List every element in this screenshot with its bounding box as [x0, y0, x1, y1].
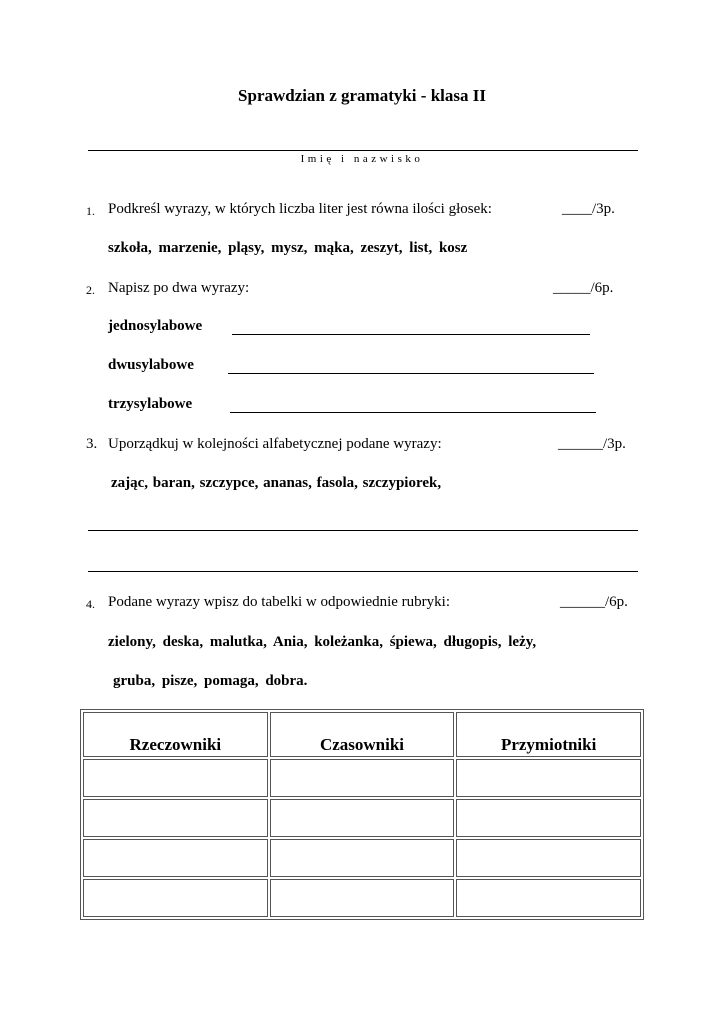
task-3-words: zając, baran, szczypce, ananas, fasola, szczypiorek, — [111, 475, 442, 491]
table-cell[interactable] — [456, 839, 641, 877]
task-1-number: 1. — [86, 204, 95, 218]
name-caption: Imię i nazwisko — [300, 153, 424, 165]
table-row — [83, 879, 641, 917]
table-cell[interactable] — [83, 799, 268, 837]
task-2-instruction: Napisz po dwa wyrazy: — [108, 280, 250, 296]
task-4-words-line-2: gruba, pisze, pomaga, dobra. — [113, 673, 308, 689]
table-row — [83, 839, 641, 877]
task-3-answer-line[interactable] — [88, 571, 638, 572]
table-header-cell: Czasowniki — [270, 712, 455, 757]
table-cell[interactable] — [270, 759, 455, 797]
task-2-row-label: jednosylabowe — [108, 318, 203, 334]
task-3-instruction: Uporządkuj w kolejności alfabetycznej podane wyrazy: — [108, 436, 442, 452]
answer-table — [80, 709, 644, 920]
table-cell[interactable] — [456, 759, 641, 797]
task-4-words-line-1: zielony, deska, malutka, Ania, koleżanka, śpiewa, długopis, leży, — [108, 634, 537, 650]
table-header-cell: Rzeczowniki — [83, 712, 268, 757]
task-2-answer-line[interactable] — [228, 373, 594, 374]
task-4-instruction: Podane wyrazy wpisz do tabelki w odpowiednie rubryki: — [108, 594, 451, 610]
table-cell[interactable] — [456, 799, 641, 837]
table-header-cell: Przymiotniki — [456, 712, 641, 757]
task-2-number: 2. — [86, 283, 95, 297]
task-3-number: 3. — [86, 436, 98, 452]
task-3-answer-line[interactable] — [88, 530, 638, 531]
task-1-points: ____/3p. — [562, 201, 615, 217]
table-cell[interactable] — [83, 839, 268, 877]
page-title: Sprawdzian z gramatyki - klasa II — [238, 86, 486, 105]
task-2-row-label: dwusylabowe — [108, 357, 194, 373]
table-cell[interactable] — [270, 799, 455, 837]
table-cell[interactable] — [83, 879, 268, 917]
task-2-answer-line[interactable] — [232, 334, 590, 335]
task-2-answer-line[interactable] — [230, 412, 596, 413]
table-cell[interactable] — [270, 839, 455, 877]
name-line[interactable] — [88, 150, 638, 151]
task-1-instruction: Podkreśl wyrazy, w których liczba liter jest równa ilości głosek: — [108, 201, 492, 217]
task-4-number: 4. — [86, 597, 95, 611]
table-header-row — [83, 712, 641, 757]
task-3-points: ______/3p. — [558, 436, 626, 452]
table-cell[interactable] — [456, 879, 641, 917]
table-cell[interactable] — [270, 879, 455, 917]
table-row — [83, 799, 641, 837]
task-1-words: szkoła, marzenie, pląsy, mysz, mąka, zeszyt, list, kosz — [108, 240, 468, 256]
table-row — [83, 759, 641, 797]
task-2-points: _____/6p. — [553, 280, 614, 296]
task-2-row-label: trzysylabowe — [108, 396, 193, 412]
task-4-points: ______/6p. — [560, 594, 628, 610]
table-cell[interactable] — [83, 759, 268, 797]
